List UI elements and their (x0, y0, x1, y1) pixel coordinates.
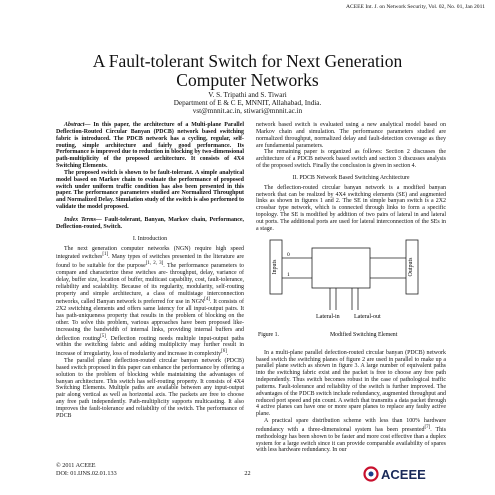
citation: [5] (100, 333, 106, 339)
copyright: © 2011 ACEEE (56, 462, 96, 469)
emails: vst@mnnit.ac.in, stiwari@mnnit.ac.in (192, 107, 303, 115)
right-text: . This methodology has been shown to be faster and more cost effective than a duplex system for a large switch since it can provide comparable availability of spares with less hardware redundancy. In our (256, 426, 447, 454)
intro-text: . It consists of 2X2 switching elements and offers same latency for all input-output pairs. It has path-uniqueness property that results in the problem of blocking on the other. To solve this problem, various approaches have been proposed like- increasing the bandwidth of internal links, providing internal buffers and deflection routing (56, 299, 244, 342)
abstract-para-2: The proposed switch is shown to be fault-tolerant. A simple analytical model based on Markov chain to evaluate the performance of proposed switch under uniform traffic condition has also been presented in this paper. The performance parameters studied are Normalized Throughput and Normalized Delay. Simulation study of the switch is also performed to validate the model proposed. (56, 169, 244, 211)
inputs-label: Inputs (272, 259, 278, 275)
abstract-text: In this paper, the architecture of a Multi-plane Parallel Deflection-Routed Circular Banyan (PDCB) network based switching fabric is introduced. The PDCB network has a cycling, regular, self-routing, simple architecture and fairly good performance. Its Performance is improved due to reduction in blocking by two-dimensional path-multiplicity of the proposed architecture. It consists of 4X4 Switching Elements. (56, 122, 244, 170)
right-paragraph-2: The remaining paper is organized as follows: Section 2 discusses the architecture of a PDCB network based switch and section 3 discusses analysis of the proposed switch. Finally the conclusion is given in section 4. (256, 149, 446, 170)
citation: [7] (424, 424, 431, 430)
section-heading-architecture: II. PDCB Network Based Switching Architecture (292, 174, 410, 181)
intro-text: . The performance parameters to compare and characterize these switches are- throughput, delay, variance of delay, buffer size, location of buffer, multicast capability, cost, fault-tolerance, reliability and scalability. Because of its regularity, modularity, self-routing property and simple architecture, a class of multistage interconnection networks, called Banyan network is preferred for use in NGN (56, 263, 244, 306)
section-heading-introduction: I. Introduction (132, 235, 168, 242)
lateral-in-label: Lateral-in (316, 313, 340, 320)
right-text: A practical spare distribution scheme with less than 100% hardware redundancy with a three-dimensional system has been presented (256, 418, 446, 433)
outputs-label: Outputs (408, 257, 414, 277)
doi: DOI: 01.IJNS.02.01.133 (56, 470, 117, 477)
page-number: 22 (244, 470, 251, 477)
index-terms-label: Index Terms— (64, 216, 102, 223)
aceee-logo (362, 463, 442, 485)
citation: [1] (102, 252, 109, 258)
title-line-1: A Fault-tolerant Switch for Next Generation (92, 51, 403, 71)
intro-text: The next generation computer networks (NGN) require high speed integrated switches (56, 245, 244, 261)
intro-paragraph-1 (56, 246, 244, 359)
switching-element-diagram (256, 236, 446, 340)
abstract (56, 122, 244, 170)
citation: [4] (204, 297, 211, 303)
right-column (256, 122, 446, 454)
figure-caption-number: Figure 1. (258, 331, 279, 338)
figure-1 (256, 236, 446, 350)
index-terms (56, 217, 244, 231)
citation: [1, 2, 3] (145, 261, 164, 267)
authors: V. S. Tripathi and S. Tiwari (208, 91, 287, 99)
lateral-out-label: Lateral-out (354, 313, 381, 320)
affiliation: Department of E & C E, MNNIT, Allahabad, India. (173, 99, 322, 107)
citation: [6] (221, 349, 227, 355)
author-block (0, 91, 495, 115)
right-paragraph-3: The deflection-routed circular banyan network is a modified banyan network that can be realized by 4X4 switching elements (SE) and augmented links as shown in figures 1 and 2. The SE in simple banyan switch is a 2X2 crossbar type network, which is connected through links to form a specific topology. The SE is modified by addition of two pairs of lateral in and lateral out ports. The additional ports are used for lateral interconnection of the SEs in a stage. (256, 184, 446, 232)
index-terms-text: Fault-tolerant, Banyan, Markov chain, Performance, Deflection-routed, Switch. (56, 216, 244, 230)
right-paragraph-5 (256, 418, 446, 454)
logo-dot-icon (369, 472, 374, 477)
intro-text: . Deflection routing needs multiple input-output paths within the switching fabric and adding multiplicity may further result in increase of irregularity, loss of modularity and increase in complexity (56, 335, 244, 358)
abstract-label: Abstract— (64, 122, 91, 128)
paper-title (0, 52, 495, 90)
left-column (56, 122, 244, 420)
title-line-2: Computer Networks (176, 70, 319, 90)
intro-paragraph-2: The parallel plane deflection-routed circular banyan network (PDCB) based switch proposed in this paper can enhance the performance by offering a solution to the problem of blocking while maintaining the advantages of banyan architecture. This switch has self-routing property. It consists of 4X4 Switching Elements. Multiple paths are available between any input-output pair along vertical as well as horizontal axis. The packets are free to choose any free path independently. Path-multiplicity supports multicasting. It also improves the fault-tolerance and reliability of the switch. The performance of PDCB (56, 358, 244, 419)
figure-caption-text: Modified Switching Element (330, 331, 398, 338)
intro-text: . (226, 351, 229, 358)
right-paragraph-1: network based switch is evaluated using a new analytical model based on Markov chain and simulation. The performance parameters studied are normalized throughput, normalized delay and fault-detection coverage as they are fundamental parameters. (256, 122, 446, 149)
switching-element-box (312, 248, 370, 288)
port-1-label: 1 (287, 271, 290, 278)
logo-text: ACEEE (381, 467, 426, 482)
right-paragraph-4: In a multi-plane parallel defection-routed circular banyan (PDCB) network based switch the switching planes of figure 2 are used in parallel to make up a parallel plane switch as shown in figure 3. A large number of equivalent paths into the switching fabric exist and the packet is free to choose any free path independently. Thus switch becomes robust in the case of pathological traffic patterns. Fault-tolerance and reliability of the switch is further improved. The advantages of the PDCB switch include redundancy, augmented throughput and reduced port speed and pin count. A switch that transmits a data packet through 4 active planes can have one or more spare planes to replace any faulty active plane. (256, 349, 446, 418)
running-header: ACEEE Int. J. on Network Security, Vol. 02, No. 01, Jan 2011 (345, 4, 485, 10)
intro-text: . Many types of switches presented in the literature are found to be suitable for the purpose (56, 254, 245, 270)
port-0-label: 0 (287, 251, 290, 258)
